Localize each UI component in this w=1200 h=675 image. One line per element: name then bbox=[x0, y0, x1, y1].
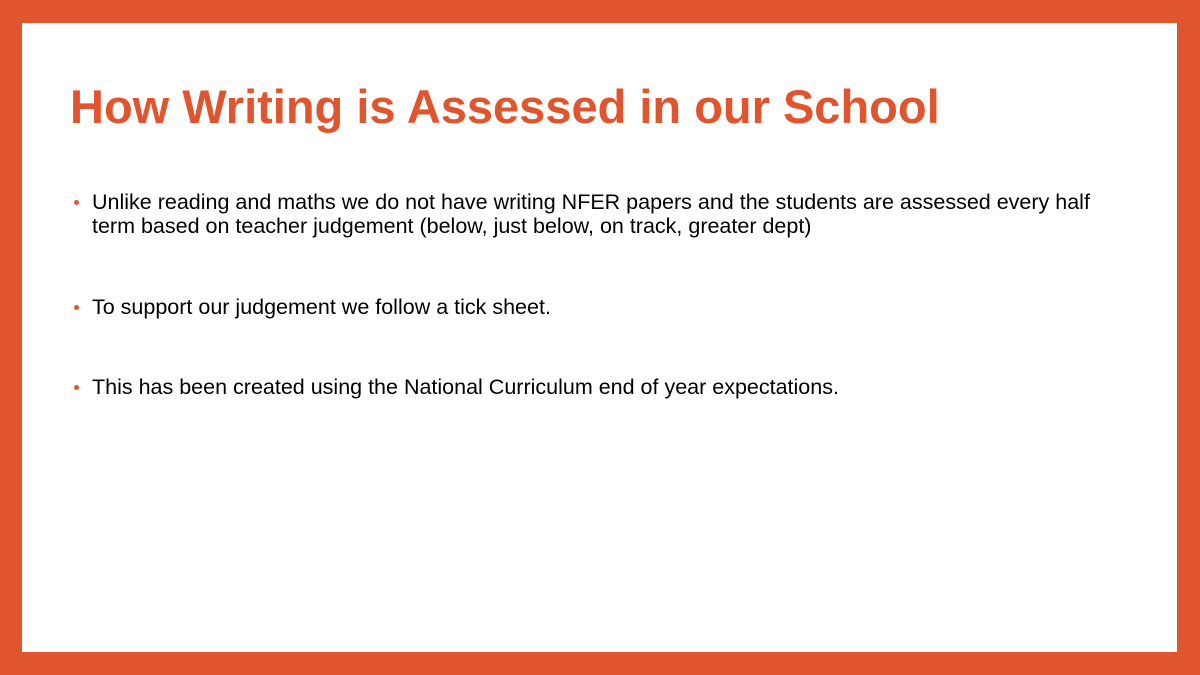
bullet-text: To support our judgement we follow a tick sheet. bbox=[92, 295, 551, 319]
bullet-dot-icon bbox=[74, 305, 79, 310]
bullet-dot-icon bbox=[74, 200, 79, 205]
bullet-text: This has been created using the National Curriculum end of year expectations. bbox=[92, 375, 839, 399]
bullet-item bbox=[74, 295, 1134, 319]
bullet-list bbox=[74, 190, 1134, 399]
slide-canvas bbox=[22, 23, 1177, 652]
bullet-item bbox=[74, 190, 1134, 238]
slide-title: How Writing is Assessed in our School bbox=[70, 80, 940, 133]
bullet-item bbox=[74, 375, 1134, 399]
bullet-text: Unlike reading and maths we do not have writing NFER papers and the students are assessed every half term based on teacher judgement (below, just below, on track, greater dept) bbox=[92, 190, 1090, 238]
bullet-dot-icon bbox=[74, 385, 79, 390]
